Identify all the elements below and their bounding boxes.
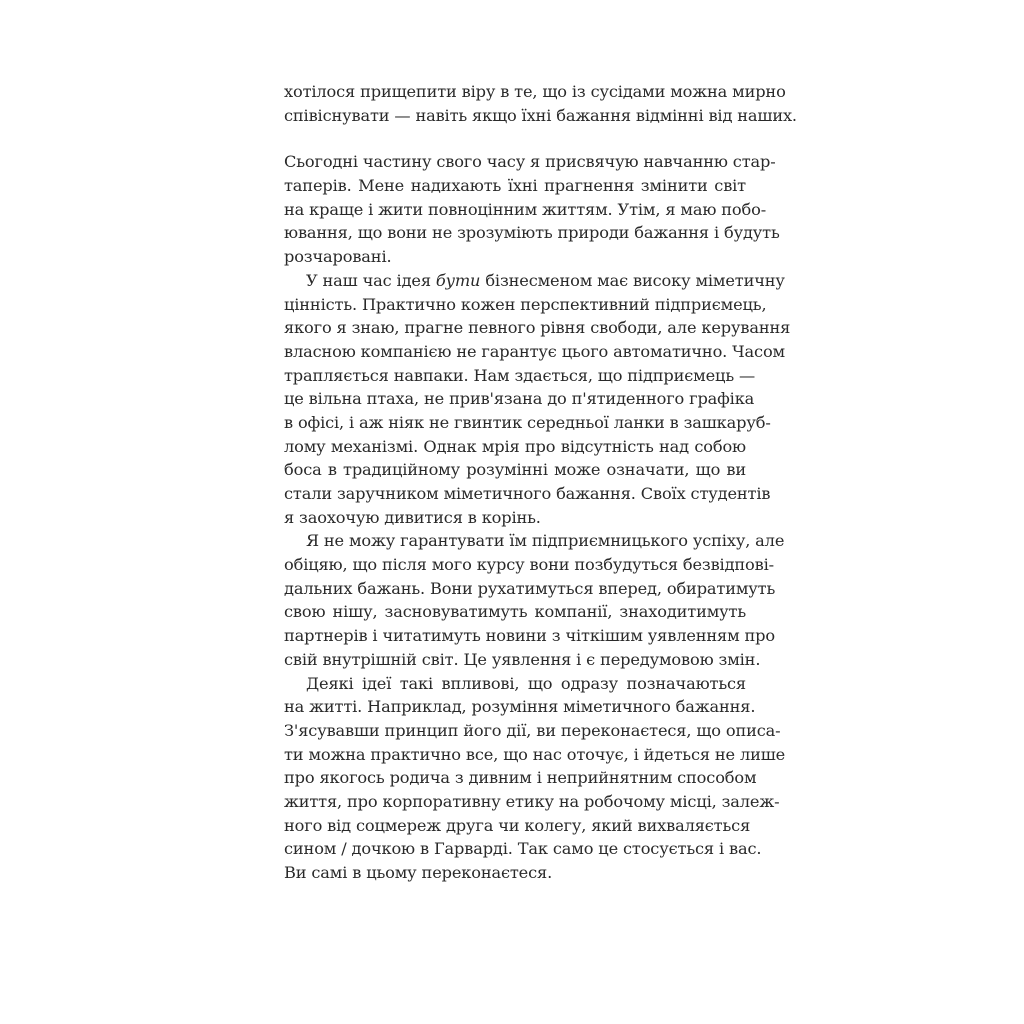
text-line: Сьогодні частину свого часу я присвячую навчанню стар-	[284, 152, 776, 172]
text-line: співіснувати — навіть якщо їхні бажання відмінні від наших.	[284, 105, 797, 125]
text-line: З'ясувавши принцип його дії, ви переконаєтеся, що описа-	[284, 720, 781, 740]
text-line: ювання, що вони не зрозуміють природи бажання і будуть	[284, 223, 780, 243]
text-line: боса в традиційному розумінні може означати, що ви	[284, 460, 746, 480]
text-line: життя, про корпоративну етику на робочому місці, залеж-	[284, 791, 780, 811]
text-line: свій внутрішній світ. Це уявлення і є передумовою змін.	[284, 649, 761, 669]
text-line: цінність. Практично кожен перспективний підприємець,	[284, 294, 767, 314]
text-line: це вільна птаха, не прив'язана до п'ятиденного графіка	[284, 389, 755, 409]
text-line: хотілося прищепити віру в те, що із сусідами можна мирно	[284, 82, 786, 101]
text-line: дальних бажань. Вони рухатимуться вперед, обиратимуть	[284, 578, 776, 598]
text-run: У наш час ідея	[306, 270, 436, 290]
text-line: ного від соцмереж друга чи колегу, який вихваляється	[284, 815, 751, 835]
text-line: розчаровані.	[284, 247, 392, 267]
italic-emphasis: бути	[435, 270, 481, 290]
text-line: ти можна практично все, що нас оточує, і йдеться не лише	[284, 744, 786, 764]
section-break	[284, 127, 746, 150]
paragraph-ideas	[284, 672, 786, 885]
text-line	[284, 269, 785, 293]
text-line: Ви самі в цьому переконаєтеся.	[284, 863, 553, 882]
text-line: якого я знаю, прагне певного рівня свободи, але керування	[284, 318, 791, 338]
text-line: обіцяю, що після мого курсу вони позбудуться безвідпові-	[284, 555, 774, 575]
text-line: трапляється навпаки. Нам здається, що підприємець —	[284, 365, 756, 385]
paragraph-guarantee	[284, 529, 785, 671]
paragraph-businessman	[284, 269, 791, 530]
text-line: на житті. Наприклад, розуміння міметичного бажання.	[284, 697, 756, 717]
text-line: в офісі, і аж ніяк не гвинтик середньої ланки в зашкаруб-	[284, 412, 771, 432]
paragraph-continuation	[284, 80, 797, 127]
text-line: свою нішу, засновуватимуть компанії, знаходитимуть	[284, 602, 746, 622]
book-page	[284, 80, 797, 885]
text-line: Деякі ідеї такі впливові, що одразу позначаються	[306, 673, 746, 693]
text-run: бізнесменом має високу міметичну	[480, 270, 785, 290]
text-line: на краще і жити повноцінним життям. Утім, я маю побо-	[284, 199, 767, 219]
text-line: про якогось родича з дивним і неприйнятним способом	[284, 768, 757, 788]
text-line: власною компанією не гарантує цього автоматично. Часом	[284, 341, 785, 361]
paragraph-startups	[284, 150, 780, 268]
text-line: лому механізмі. Однак мрія про відсутність над собою	[284, 436, 746, 456]
text-line: сином / дочкою в Гарварді. Так само це стосується і вас.	[284, 839, 762, 859]
text-line: партнерів і читатимуть новини з чіткішим уявленням про	[284, 626, 775, 646]
text-line: таперів. Мене надихають їхні прагнення змінити світ	[284, 176, 746, 196]
text-line: стали заручником міметичного бажання. Своїх студентів	[284, 484, 771, 503]
text-line: Я не можу гарантувати їм підприємницького успіху, але	[306, 531, 785, 551]
text-line: я заохочую дивитися в корінь.	[284, 507, 541, 527]
